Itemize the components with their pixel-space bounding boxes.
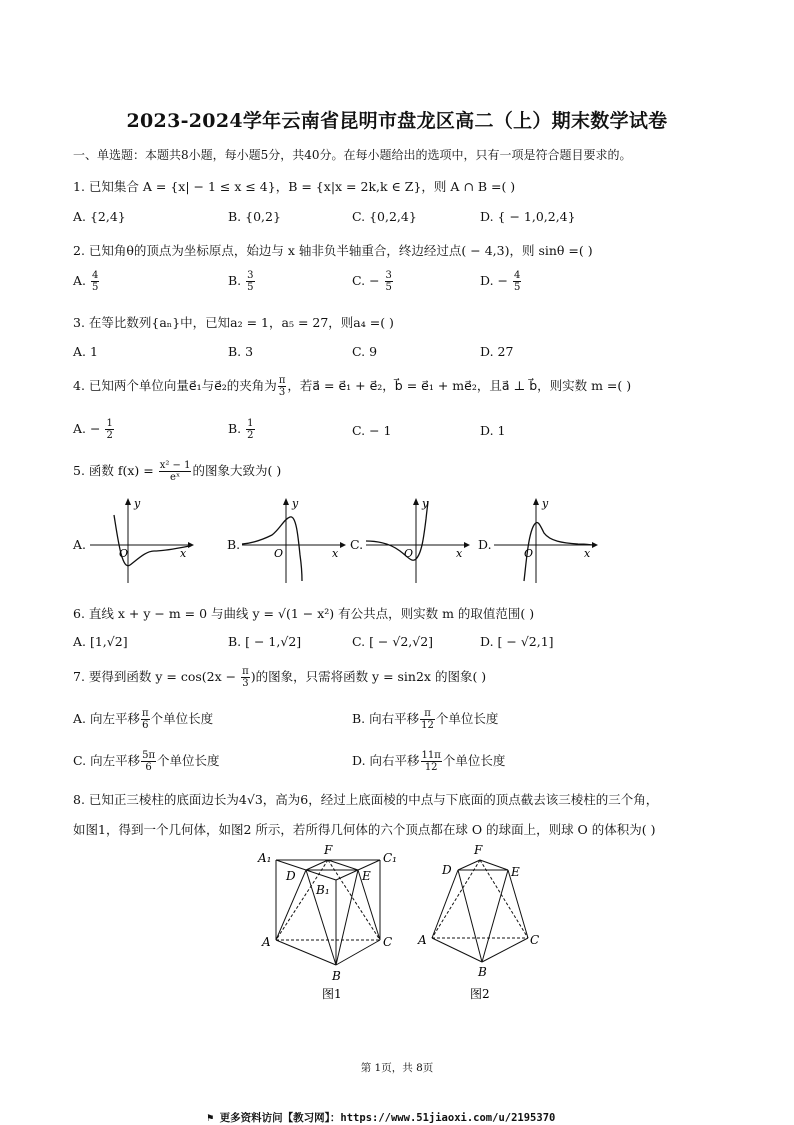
q5-option-b: B. bbox=[227, 537, 241, 552]
page-footer: 第 1页，共 8页 bbox=[360, 1062, 434, 1074]
q2-option-a: A. $\frac{4}{5}$ bbox=[73, 270, 99, 293]
question-4-stem: 4. 已知两个单位向量e⃗₁与e⃗₂的夹角为 $\frac{\pi}{3}$ ，若a⃗ = e⃗₁ + e⃗₂，b⃗ = e⃗₁ + me⃗₂，且a⃗ ⊥ b⃗，则实数 m =( ) bbox=[73, 375, 632, 398]
question-3-stem: 3. 在等比数列{aₙ}中，已知a₂ = 1，a₅ = 27，则a₄ =( ) bbox=[73, 315, 394, 330]
q3-option-d: D. 27 bbox=[480, 344, 514, 359]
q6-option-a: A. [1,√2] bbox=[73, 634, 128, 649]
q1-option-b: B. {0,2} bbox=[228, 209, 281, 224]
graph-a-x-label: x bbox=[180, 547, 187, 560]
q5-option-d: D. bbox=[478, 537, 492, 552]
q4-option-d: D. 1 bbox=[480, 423, 506, 438]
graph-d-y-label: y bbox=[542, 497, 549, 510]
flag-icon: ⚑ bbox=[207, 1112, 220, 1124]
graph-d-origin: O bbox=[524, 547, 534, 560]
q1-option-a: A. {2,4} bbox=[73, 209, 126, 224]
fig2-label-a: A bbox=[418, 933, 427, 947]
q4-option-a: A. − $\frac{1}{2}$ bbox=[73, 418, 113, 441]
question-6-stem: 6. 直线 x + y − m = 0 与曲线 y = √(1 − x²) 有公共点，则实数 m 的取值范围( ) bbox=[73, 606, 535, 621]
bottom-link-text[interactable]: 更多资料访问【教习网】：https://www.51jiaoxi.com/u/2195370 bbox=[219, 1112, 556, 1124]
q6-option-c: C. [ − √2,√2] bbox=[352, 634, 434, 649]
q7-option-b: B. 向右平移 $\frac{\pi}{12}$ 个单位长度 bbox=[352, 708, 499, 731]
bottom-link-bar[interactable] bbox=[207, 1110, 555, 1125]
q5-option-a: A. bbox=[73, 537, 87, 552]
q4-option-c: C. − 1 bbox=[352, 423, 392, 438]
q2-option-d: D. − $\frac{4}{5}$ bbox=[480, 270, 521, 293]
fig1-label-c1: C₁ bbox=[383, 851, 397, 865]
q3-option-c: C. 9 bbox=[352, 344, 378, 359]
figure-1-prism bbox=[250, 840, 410, 1005]
q1-option-d: D. { − 1,0,2,4} bbox=[480, 209, 576, 224]
graph-c-origin: O bbox=[404, 547, 414, 560]
fig1-caption: 图1 bbox=[322, 987, 342, 1001]
fig1-label-b1: B₁ bbox=[316, 883, 330, 897]
graph-c-x-label: x bbox=[456, 547, 463, 560]
section-heading: 一、单选题：本题共8小题，每小题5分，共40分。在每小题给出的选项中，只有一项是符合题目要求的。 bbox=[73, 148, 632, 162]
graph-b-x-label: x bbox=[332, 547, 339, 560]
question-5-stem: 5. 函数 f(x) = $\frac{\text{x² − 1}}{\text{eˣ}}$ 的图象大致为( ) bbox=[73, 460, 282, 483]
graph-a-y-label: y bbox=[134, 497, 141, 510]
graph-c bbox=[364, 495, 474, 585]
q6-option-b: B. [ − 1,√2] bbox=[228, 634, 302, 649]
q2-option-b: B. $\frac{3}{5}$ bbox=[228, 270, 254, 293]
fig1-label-e: E bbox=[362, 869, 371, 883]
graph-b-y-label: y bbox=[292, 497, 299, 510]
q3-option-b: B. 3 bbox=[228, 344, 254, 359]
question-7-stem: 7. 要得到函数 y = cos(2x − $\frac{\pi}{3}$ )的图象，只需将函数 y = sin2x 的图象( ) bbox=[73, 666, 487, 689]
page-title: 2023-2024学年云南省昆明市盘龙区高二（上）期末数学试卷 bbox=[126, 110, 668, 132]
q7-option-d: D. 向右平移 $\frac{11\pi}{12}$ 个单位长度 bbox=[352, 750, 506, 773]
fig2-label-d: D bbox=[442, 863, 452, 877]
q7-option-c: C. 向左平移 $\frac{5\pi}{6}$ 个单位长度 bbox=[73, 750, 220, 773]
question-2-stem: 2. 已知角θ的顶点为坐标原点，始边与 x 轴非负半轴重合，终边经过点( − 4,3)，则 sinθ =( ) bbox=[73, 243, 593, 258]
fig1-label-f: F bbox=[324, 843, 333, 857]
graph-c-y-label: y bbox=[422, 497, 429, 510]
question-1-stem: 1. 已知集合 A = {x| − 1 ≤ x ≤ 4}，B = {x|x = 2k,k ∈ Z}，则 A ∩ B =( ) bbox=[73, 179, 516, 194]
q4-option-b: B. $\frac{1}{2}$ bbox=[228, 418, 254, 441]
graph-a-origin: O bbox=[119, 547, 129, 560]
graph-d bbox=[492, 495, 602, 585]
fig1-label-d: D bbox=[286, 869, 296, 883]
graph-b bbox=[240, 495, 350, 585]
fig2-label-e: E bbox=[511, 865, 520, 879]
question-8-line2: 如图1，得到一个几何体，如图2 所示，若所得几何体的六个顶点都在球 O 的球面上，则球 O 的体积为( ) bbox=[73, 822, 656, 837]
fig2-caption: 图2 bbox=[470, 987, 490, 1001]
question-8-line1: 8. 已知正三棱柱的底面边长为4√3，高为6，经过上底面棱的中点与下底面的顶点截去该三棱柱的三个角， bbox=[73, 792, 659, 807]
fig2-label-f: F bbox=[474, 843, 483, 857]
fig1-label-a1: A₁ bbox=[258, 851, 272, 865]
fig1-label-b: B bbox=[332, 969, 341, 983]
fig2-label-b: B bbox=[478, 965, 487, 979]
graph-b-origin: O bbox=[274, 547, 284, 560]
q2-option-c: C. − $\frac{3}{5}$ bbox=[352, 270, 392, 293]
graph-d-x-label: x bbox=[584, 547, 591, 560]
figure-2-solid bbox=[412, 840, 552, 1005]
q7-option-a: A. 向左平移 $\frac{\pi}{6}$ 个单位长度 bbox=[73, 708, 214, 731]
fig2-label-c: C bbox=[530, 933, 540, 947]
q3-option-a: A. 1 bbox=[73, 344, 98, 359]
q5-option-c: C. bbox=[350, 537, 364, 552]
fig1-label-c: C bbox=[383, 935, 393, 949]
fig1-label-a: A bbox=[262, 935, 271, 949]
graph-a bbox=[88, 495, 198, 585]
q6-option-d: D. [ − √2,1] bbox=[480, 634, 554, 649]
q1-option-c: C. {0,2,4} bbox=[352, 209, 417, 224]
